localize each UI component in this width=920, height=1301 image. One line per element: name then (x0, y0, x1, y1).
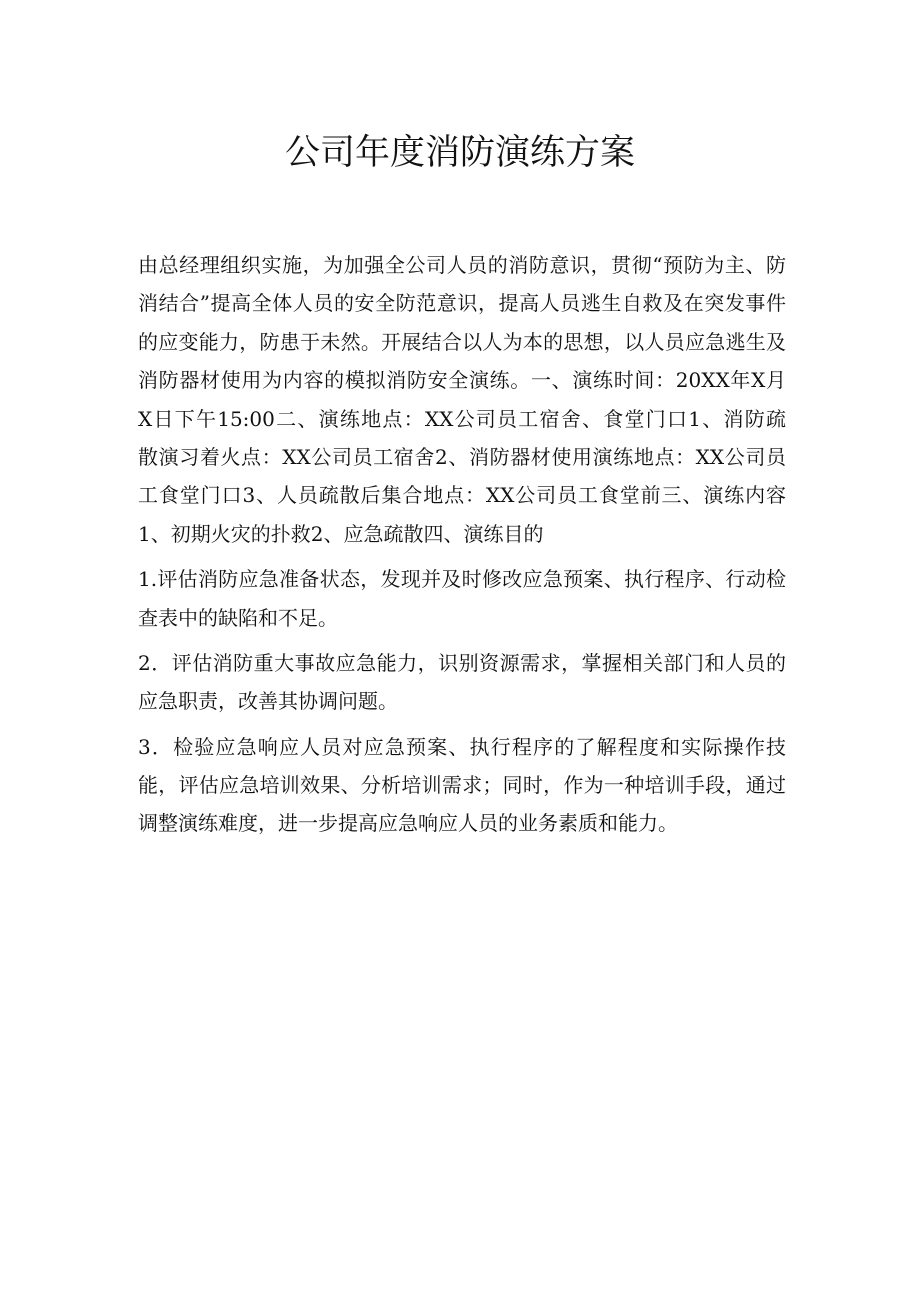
item2-line-1: 2．评估消防重大事故应急能力，识别资源需求，掌握相关部门和人员的 (138, 650, 786, 675)
objective-item-2 (138, 644, 786, 721)
document-body (138, 246, 786, 843)
intro-paragraph (138, 246, 786, 553)
item3-line-3: 调整演练难度，进一步提高应急响应人员的业务素质和能力。 (138, 811, 678, 836)
item3-line-2: 能，评估应急培训效果、分析培训需求；同时，作为一种培训手段，通过 (138, 773, 786, 798)
item3-line-1: 3．检验应急响应人员对应急预案、执行程序的了解程度和实际操作技 (138, 734, 786, 759)
document-title: 公司年度消防演练方案 (284, 133, 635, 173)
item1-line-2: 查表中的缺陷和不足。 (138, 605, 338, 630)
item1-line-1: 1.评估消防应急准备状态，发现并及时修改应急预案、执行程序、行动检 (138, 567, 786, 592)
intro-line-4: 消防器材使用为内容的模拟消防安全演练。一、演练时间：20XX年X月 (138, 368, 786, 393)
intro-line-5: X日下午15:00二、演练地点：XX公司员工宿舍、食堂门口1、消防疏 (138, 406, 786, 431)
item2-line-2: 应急职责，改善其协调问题。 (138, 689, 398, 714)
intro-line-2: 消结合”提高全体人员的安全防范意识，提高人员逃生自救及在突发事件 (138, 291, 786, 316)
objective-item-3 (138, 728, 786, 843)
intro-line-7: 工食堂门口3、人员疏散后集合地点：XX公司员工食堂前三、演练内容 (138, 483, 786, 508)
intro-line-6: 散演习着火点：XX公司员工宿舍2、消防器材使用演练地点：XX公司员 (138, 444, 786, 469)
intro-line-1: 由总经理组织实施，为加强全公司人员的消防意识，贯彻“预防为主、防 (138, 253, 786, 277)
intro-line-8: 1、初期火灾的扑救2、应急疏散四、演练目的 (138, 521, 544, 546)
objective-item-1 (138, 560, 786, 637)
intro-line-3: 的应变能力，防患于未然。开展结合以人为本的思想，以人员应急逃生及 (138, 329, 786, 354)
